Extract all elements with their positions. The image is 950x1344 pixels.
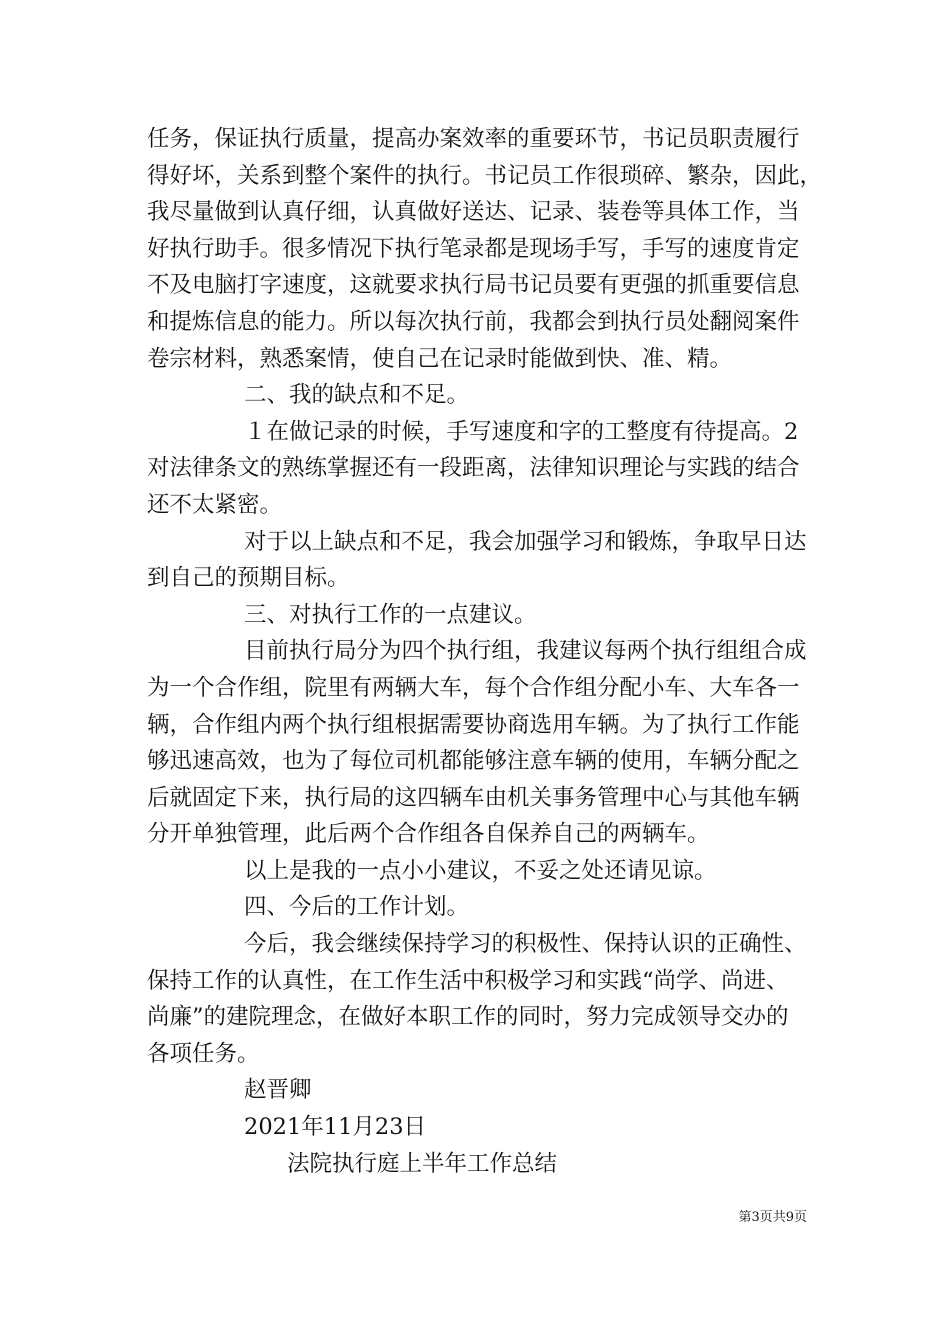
body-line: 尚廉”的建院理念，在做好本职工作的同时，努力完成领导交办的 [147, 1004, 789, 1031]
body-line: 对法律条文的熟练掌握还有一段距离，法律知识理论与实践的结合 [147, 455, 800, 482]
body-line: 后就固定下来，执行局的这四辆车由机关事务管理中心与其他车辆 [147, 784, 800, 811]
body-line: 和提炼信息的能力。所以每次执行前，我都会到执行员处翻阅案件 [147, 308, 800, 335]
body-line: 为一个合作组，院里有两辆大车，每个合作组分配小车、大车各一 [147, 674, 800, 701]
body-line: 保持工作的认真性，在工作生活中积极学习和实践“尚学、尚进、 [147, 967, 789, 994]
signature-date: 2021年11月23日 [244, 1114, 427, 1141]
body-line: 对于以上缺点和不足，我会加强学习和锻炼，争取早日达 [244, 528, 807, 555]
body-line: 好执行助手。很多情况下执行笔录都是现场手写，手写的速度肯定 [147, 235, 800, 262]
signature-name: 赵晋卿 [244, 1077, 312, 1104]
body-line: 还不太紧密。 [147, 491, 283, 518]
body-line: 以上是我的一点小小建议，不妥之处还请见谅。 [244, 857, 717, 884]
section-heading: 二、我的缺点和不足。 [244, 382, 470, 409]
body-line: 今后，我会继续保持学习的积极性、保持认识的正确性、 [244, 931, 807, 958]
body-line: 辆，合作组内两个执行组根据需要协商选用车辆。为了执行工作能 [147, 711, 800, 738]
body-line: 得好坏，关系到整个案件的执行。书记员工作很琐碎、繁杂，因此， [147, 162, 823, 189]
body-line: 目前执行局分为四个执行组，我建议每两个执行组组合成 [244, 638, 807, 665]
body-line: 我尽量做到认真仔细，认真做好送达、记录、装卷等具体工作，当 [147, 199, 800, 226]
body-line: 各项任务。 [147, 1040, 260, 1067]
body-line: 任务，保证执行质量，提高办案效率的重要环节，书记员职责履行 [147, 126, 800, 152]
body-line: 够迅速高效，也为了每位司机都能够注意车辆的使用，车辆分配之 [147, 748, 800, 775]
body-line: 到自己的预期目标。 [147, 565, 350, 592]
document-body [147, 121, 827, 1182]
section-heading: 三、对执行工作的一点建议。 [244, 601, 537, 628]
body-line: 不及电脑打字速度，这就要求执行局书记员要有更强的抓重要信息 [147, 272, 800, 299]
section-heading: 四、今后的工作计划。 [244, 894, 470, 921]
next-document-title: 法院执行庭上半年工作总结 [287, 1150, 558, 1177]
body-line: 卷宗材料，熟悉案情，使自己在记录时能做到快、准、精。 [147, 345, 733, 372]
body-line: １在做记录的时候，手写速度和字的工整度有待提高。2 [244, 418, 799, 445]
body-line: 分开单独管理，此后两个合作组各自保养自己的两辆车。 [147, 821, 710, 848]
page-number: 第3页共9页 [738, 1210, 807, 1225]
